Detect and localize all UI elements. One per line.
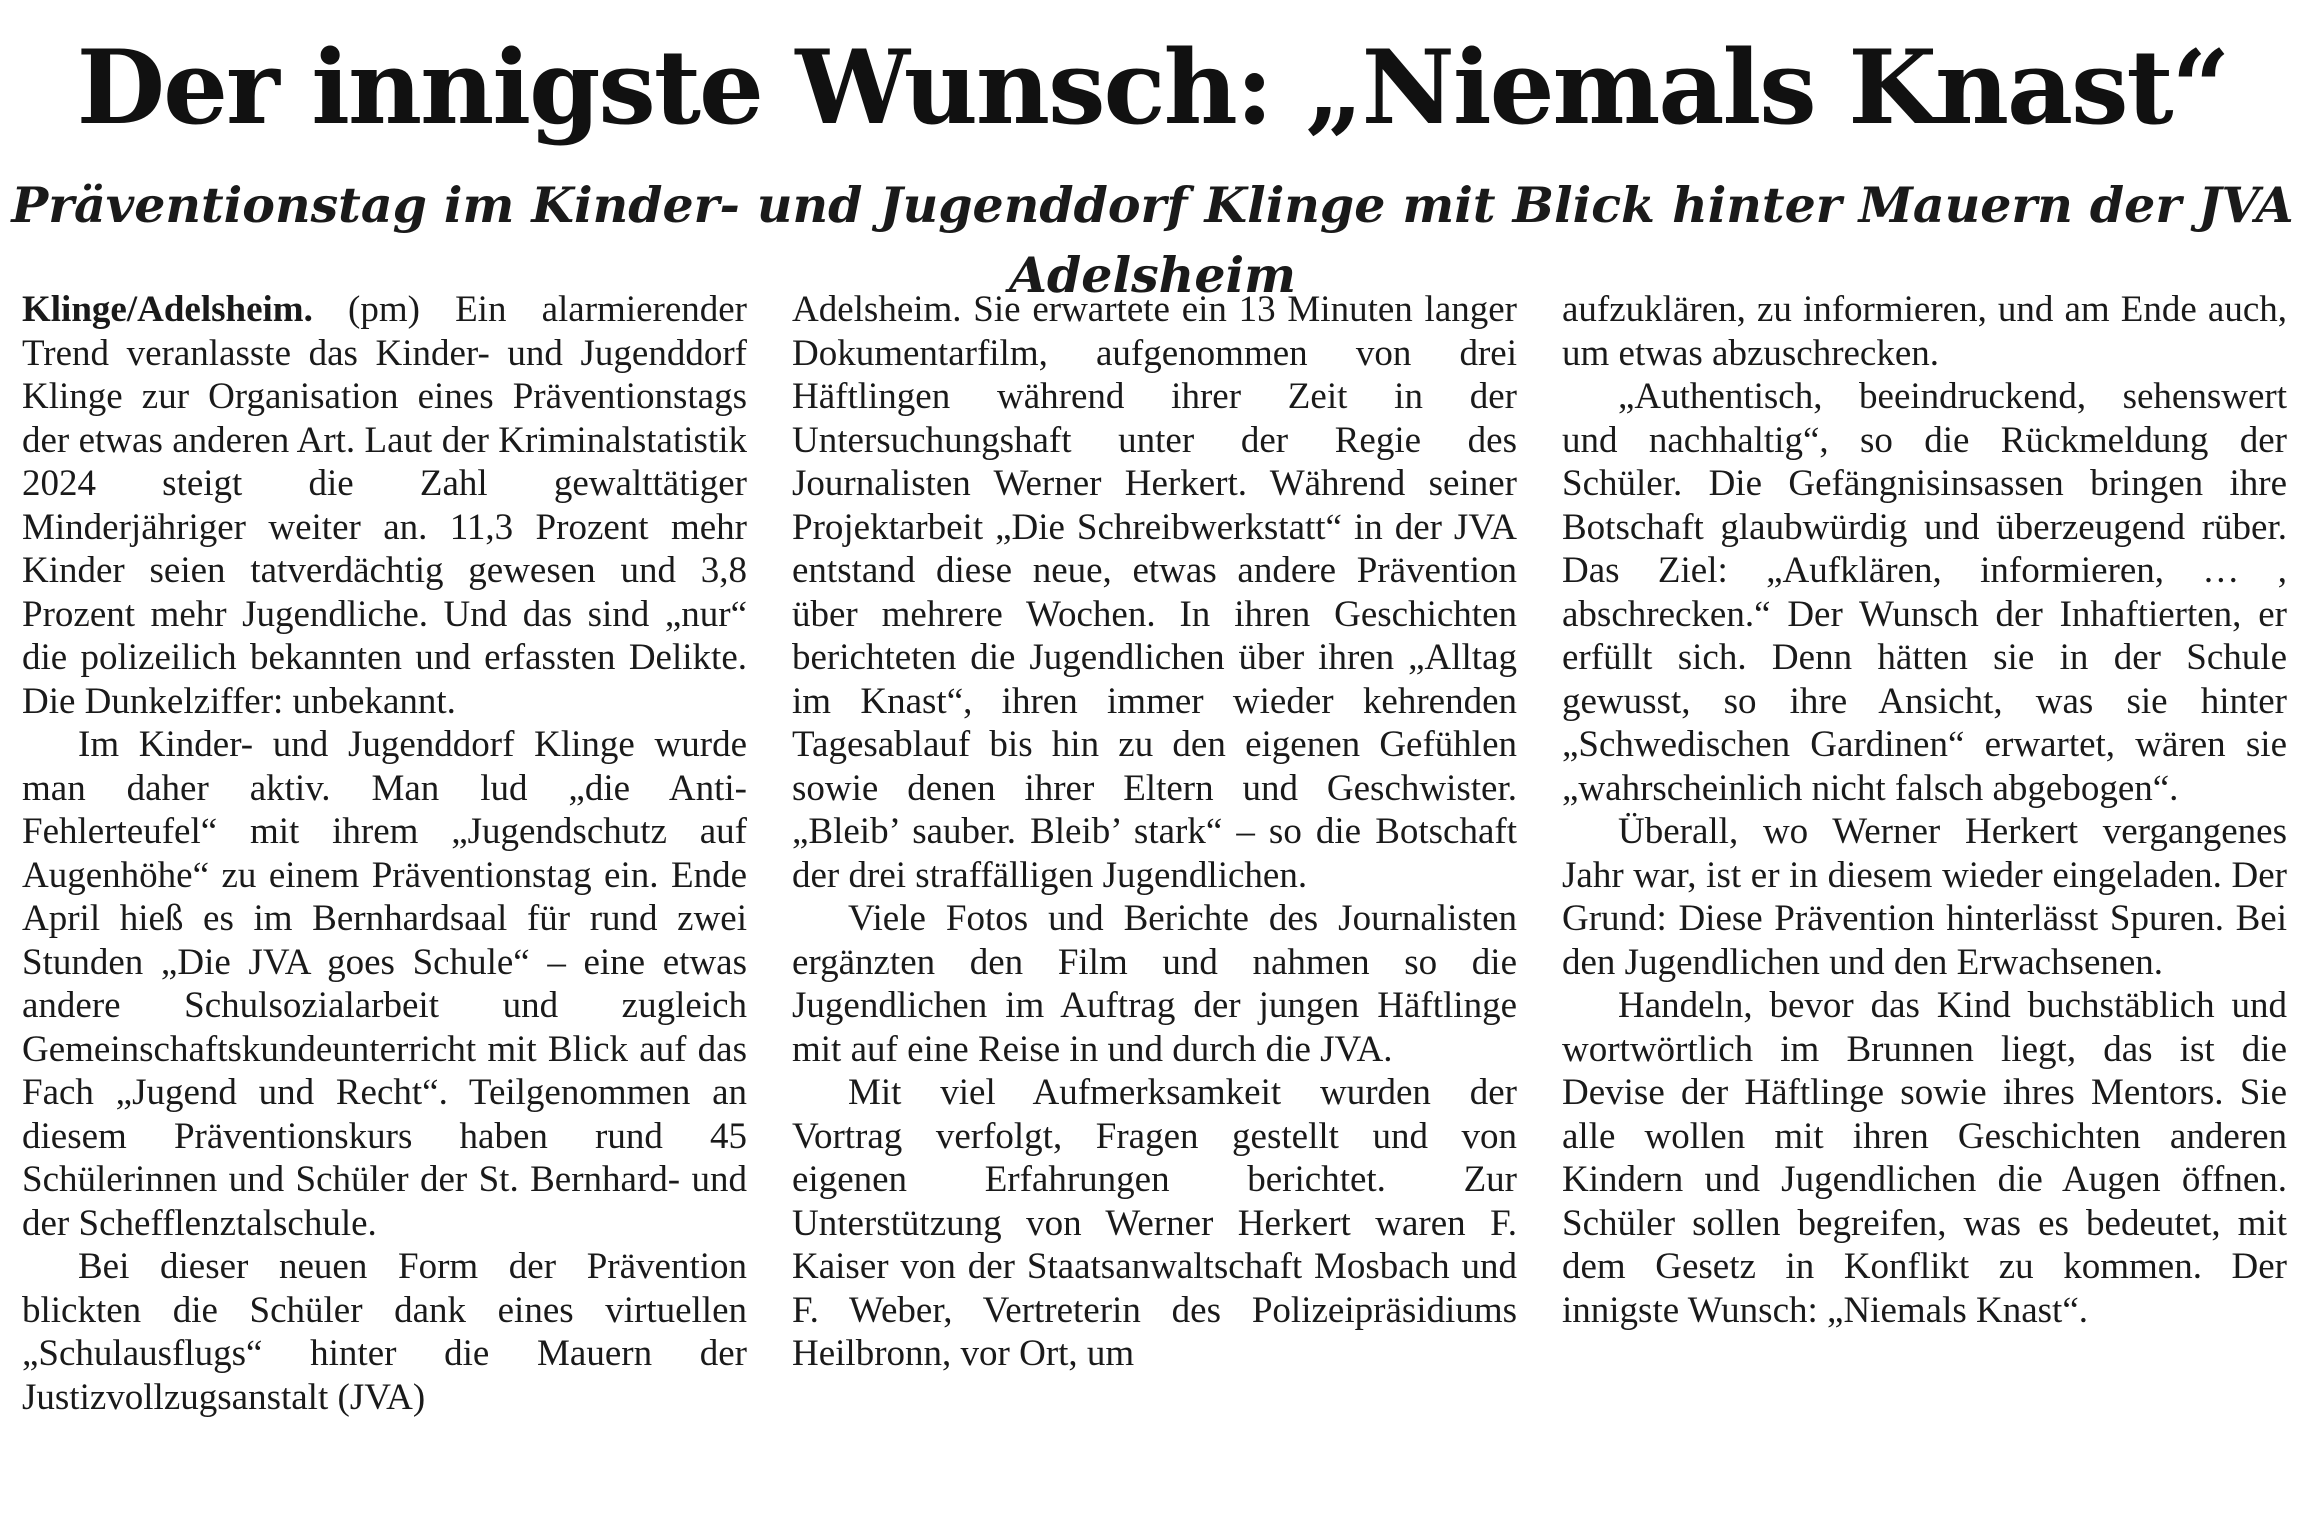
paragraph: Bei dieser neuen Form der Prävention blickten die Schüler dank eines virtuellen „Schulausflugs“ hinter die Mauern der Justizvollzugsanstalt (JVA) [22,1246,747,1418]
article-body [22,288,2287,1419]
article-headline: Der innigste Wunsch: „Niemals Knast“ [76,28,2229,148]
article-column-3 [1562,288,2287,1419]
article-dateline: Klinge/Adelsheim. [22,289,313,330]
paragraph: „Authentisch, beeindruckend, sehenswert und nachhaltig“, so die Rückmeldung der Schüler. Die Gefängnisinsassen bringen ihre Botschaft glaubwürdig und überzeugend rüber. Das Ziel: „Aufklären, informieren, … , abschrecken.“ Der Wunsch der Inhaftierten, er erfüllt sich. Denn hätten sie in der Schule gewusst, so ihre Ansicht, was sie hinter „Schwedischen Gardinen“ erwartet, wären sie „wahrscheinlich nicht falsch abgebogen“. [1562,376,2287,809]
paragraph: Mit viel Aufmerksamkeit wurden der Vortrag verfolgt, Fragen gestellt und von eigenen Erfahrungen berichtet. Zur Unterstützung von Werner Herkert waren F. Kaiser von der Staatsanwaltschaft Mosbach und F. Weber, Vertreterin des Polizeipräsidiums Heilbronn, vor Ort, um [792,1072,1517,1374]
paragraph: Adelsheim. Sie erwartete ein 13 Minuten langer Dokumentarfilm, aufgenommen von drei Häftlingen während ihrer Zeit in der Untersuchungshaft unter der Regie des Journalisten Werner Herkert. Während seiner Projektarbeit „Die Schreibwerkstatt“ in der JVA entstand diese neue, etwas andere Prävention über mehrere Wochen. In ihren Geschichten berichteten die Jugendlichen über ihren „Alltag im Knast“, ihren immer wieder kehrenden Tagesablauf bis hin zu den eigenen Gefühlen sowie denen ihrer Eltern und Geschwister. „Bleib’ sauber. Bleib’ stark“ – so die Botschaft der drei straffälligen Jugendlichen. [792,289,1517,896]
paragraph-text: (pm) Ein alarmierender Trend veranlasste das Kinder- und Jugenddorf Klinge zur Organisation eines Präventionstags der etwas anderen Art. Laut der Kriminalstatistik 2024 steigt die Zahl gewalttätiger Minderjähriger weiter an. 11,3 Prozent mehr Kinder seien tatverdächtig gewesen und 3,8 Prozent mehr Jugendliche. Und das sind „nur“ die polizeilich bekannten und erfassten Delikte. Die Dunkelziffer: unbekannt. [22,289,748,722]
paragraph [22,288,747,723]
paragraph: Im Kinder- und Jugenddorf Klinge wurde man daher aktiv. Man lud „die Anti-Fehlerteufel“ mit ihrem „Jugendschutz auf Augenhöhe“ zu einem Präventionstag ein. Ende April hieß es im Bernhardsaal für rund zwei Stunden „Die JVA goes Schule“ – eine etwas andere Schulsozialarbeit und zugleich Gemeinschaftskundeunterricht mit Blick auf das Fach „Jugend und Recht“. Teilgenommen an diesem Präventionskurs haben rund 45 Schülerinnen und Schüler der St. Bernhard- und der Schefflenztalschule. [22,724,747,1244]
paragraph: aufzuklären, zu informieren, und am Ende auch, um etwas abzuschrecken. [1562,289,2287,374]
paragraph: Überall, wo Werner Herkert vergangenes Jahr war, ist er in diesem wieder eingeladen. Der Grund: Diese Prävention hinterlässt Spuren. Bei den Jugendlichen und den Erwachsenen. [1562,811,2287,983]
paragraph: Viele Fotos und Berichte des Journalisten ergänzten den Film und nahmen so die Jugendlichen im Auftrag der jungen Häftlinge mit auf eine Reise in und durch die JVA. [792,898,1517,1070]
article-subheadline: Präventionstag im Kinder- und Jugenddorf Klinge mit Blick hinter Mauern der JVA Adelsheim [11,176,2294,304]
article-column-2 [792,288,1517,1419]
paragraph: Handeln, bevor das Kind buchstäblich und wortwörtlich im Brunnen liegt, das ist die Devise der Häftlinge sowie ihres Mentors. Sie alle wollen mit ihren Geschichten anderen Kindern und Jugendlichen die Augen öffnen. Schüler sollen begreifen, was es bedeutet, mit dem Gesetz in Konflikt zu kommen. Der innigste Wunsch: „Niemals Knast“. [1562,985,2287,1331]
article-column-1 [22,288,747,1419]
